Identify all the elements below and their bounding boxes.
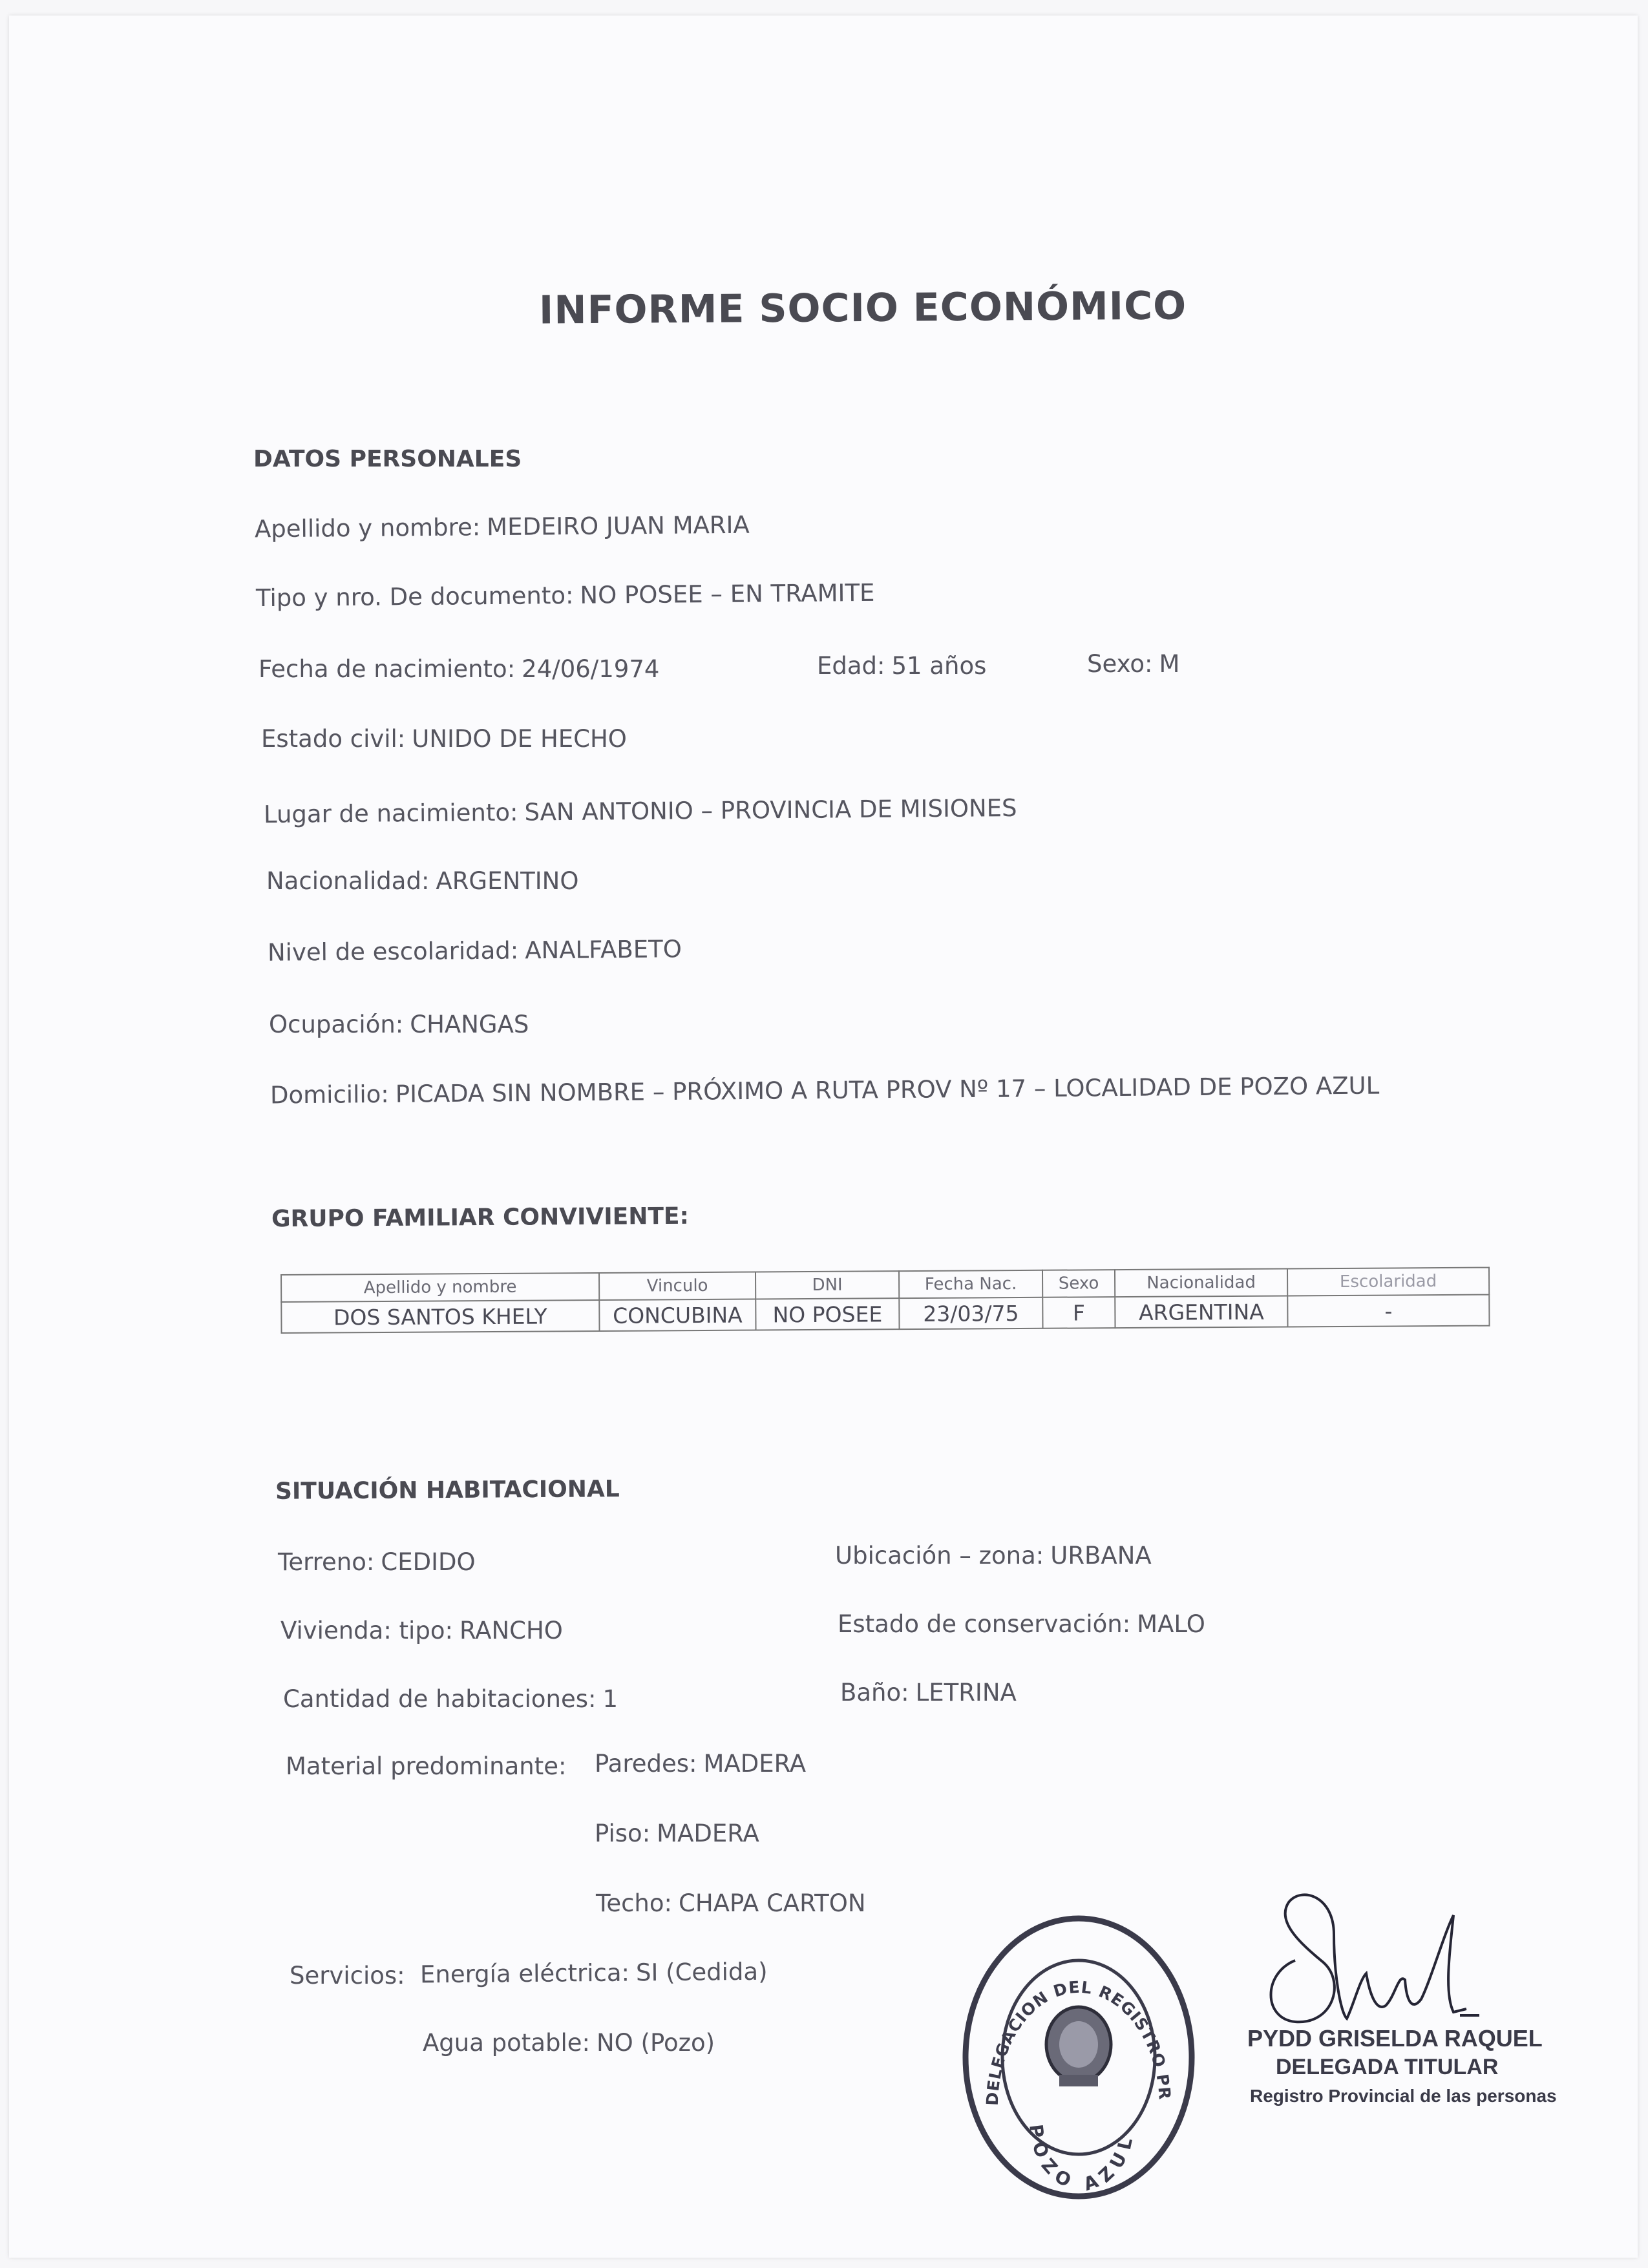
handwritten-signature — [1237, 1883, 1521, 2032]
column-header: DNI — [755, 1271, 899, 1299]
field-label: Apellido y nombre: — [254, 513, 481, 543]
field-value: 1 — [602, 1685, 618, 1713]
field-value: MALO — [1137, 1610, 1205, 1638]
field-label: Fecha de nacimiento: — [259, 655, 516, 683]
field-label: Tipo y nro. De documento: — [255, 581, 574, 613]
field-name — [255, 511, 750, 543]
field-value: M — [1159, 650, 1180, 678]
field-value: ANALFABETO — [525, 935, 682, 965]
field-nationality — [266, 867, 578, 895]
field-label: Energía eléctrica: — [419, 1958, 630, 1989]
column-header: Nacionalidad — [1115, 1268, 1287, 1297]
field-label: Estado civil: — [261, 725, 406, 753]
field-value: 51 años — [891, 652, 987, 680]
table-cell: - — [1287, 1295, 1489, 1327]
field-label: Nacionalidad: — [266, 867, 430, 895]
coat-of-arms-icon — [1046, 2007, 1111, 2086]
field-land — [278, 1548, 476, 1576]
field-value: UNIDO DE HECHO — [412, 725, 627, 753]
field-value: PICADA SIN NOMBRE – PRÓXIMO A RUTA PROV Nº 17 – LOCALIDAD DE POZO AZUL — [395, 1071, 1380, 1108]
table-cell: NO POSEE — [755, 1298, 899, 1330]
field-rooms — [283, 1685, 618, 1713]
field-dwelling — [280, 1617, 563, 1644]
field-material — [286, 1752, 566, 1780]
table-row — [281, 1295, 1489, 1333]
field-birthdate — [259, 655, 659, 683]
section-heading-personal: DATOS PERSONALES — [253, 446, 522, 472]
stamp-ring-text: DELEGACION DEL REGISTRO PR — [982, 1977, 1175, 2106]
field-label: Sexo: — [1087, 650, 1153, 678]
signature-block — [1237, 1883, 1557, 2109]
field-schooling — [268, 935, 682, 967]
field-condition — [838, 1610, 1205, 1638]
field-label: Edad: — [817, 652, 885, 680]
field-label: Domicilio: — [269, 1080, 389, 1109]
table-cell: ARGENTINA — [1115, 1296, 1287, 1328]
field-label: Agua potable: — [423, 2029, 590, 2057]
field-label: Ocupación: — [269, 1011, 404, 1038]
column-header: Vinculo — [599, 1272, 755, 1300]
column-header: Sexo — [1042, 1270, 1115, 1297]
field-value: NO POSEE – EN TRAMITE — [580, 578, 875, 609]
field-bath — [840, 1679, 1017, 1706]
field-label: Terreno: — [278, 1548, 375, 1576]
field-value: MADERA — [703, 1750, 807, 1778]
column-header: Apellido y nombre — [281, 1273, 599, 1302]
signatory-org: Registro Provincial de las personas — [1250, 2086, 1557, 2106]
field-value: NO (Pozo) — [596, 2029, 715, 2057]
field-value: RANCHO — [459, 1617, 563, 1644]
field-value: URBANA — [1050, 1542, 1152, 1570]
field-value: SAN ANTONIO – PROVINCIA DE MISIONES — [524, 793, 1017, 826]
section-heading-family: GRUPO FAMILIAR CONVIVIENTE: — [271, 1202, 690, 1233]
field-sex — [1087, 650, 1179, 678]
stamp-bottom-text: POZO AZUL — [1025, 2123, 1139, 2196]
section-heading-housing: SITUACIÓN HABITACIONAL — [275, 1476, 620, 1505]
field-label: Piso: — [595, 1820, 651, 1847]
field-value: CHANGAS — [410, 1011, 529, 1038]
field-zone — [835, 1542, 1152, 1570]
field-roof — [596, 1889, 866, 1917]
field-occupation — [269, 1011, 529, 1038]
field-label: Baño: — [840, 1679, 909, 1706]
field-document — [256, 579, 875, 612]
field-label: Techo: — [596, 1889, 672, 1917]
signatory-role: DELEGADA TITULAR — [1276, 2055, 1499, 2079]
field-electricity — [420, 1958, 768, 1989]
column-header: Escolaridad — [1287, 1268, 1489, 1296]
field-label: Vivienda: tipo: — [280, 1617, 453, 1644]
field-label: Ubicación – zona: — [835, 1542, 1044, 1570]
field-walls — [595, 1750, 806, 1778]
table-cell: F — [1042, 1297, 1115, 1328]
table-cell: DOS SANTOS KHELY — [281, 1300, 599, 1333]
field-birthplace — [264, 794, 1017, 828]
field-value: LETRINA — [915, 1679, 1017, 1706]
field-value: 24/06/1974 — [522, 655, 660, 683]
document-title: INFORME SOCIO ECONÓMICO — [538, 283, 1187, 333]
column-header: Fecha Nac. — [899, 1270, 1042, 1298]
field-value: MEDEIRO JUAN MARIA — [487, 510, 750, 541]
table-cell: CONCUBINA — [599, 1299, 755, 1331]
field-water — [423, 2029, 715, 2057]
field-address — [270, 1072, 1380, 1109]
document-page — [9, 16, 1638, 2258]
field-value: CEDIDO — [381, 1548, 476, 1576]
field-services — [290, 1962, 405, 1990]
signatory-name: PYDD GRISELDA RAQUEL — [1247, 2025, 1543, 2052]
field-label: Lugar de nacimiento: — [263, 798, 518, 829]
table-cell: 23/03/75 — [899, 1297, 1042, 1329]
field-label: Estado de conservación: — [838, 1610, 1131, 1638]
field-age — [817, 652, 986, 680]
field-label: Nivel de escolaridad: — [267, 936, 519, 967]
official-stamp — [959, 1912, 1198, 2203]
field-value: MADERA — [657, 1820, 759, 1847]
family-table — [280, 1267, 1490, 1334]
field-value: ARGENTINO — [436, 867, 579, 895]
field-civil-status — [261, 725, 627, 753]
field-label: Servicios: — [290, 1962, 405, 1990]
field-label: Cantidad de habitaciones: — [283, 1685, 597, 1713]
field-value: SI (Cedida) — [635, 1957, 768, 1987]
field-floor — [595, 1820, 759, 1847]
field-label: Material predominante: — [286, 1752, 567, 1780]
field-label: Paredes: — [595, 1750, 697, 1778]
field-value: CHAPA CARTON — [678, 1889, 866, 1917]
